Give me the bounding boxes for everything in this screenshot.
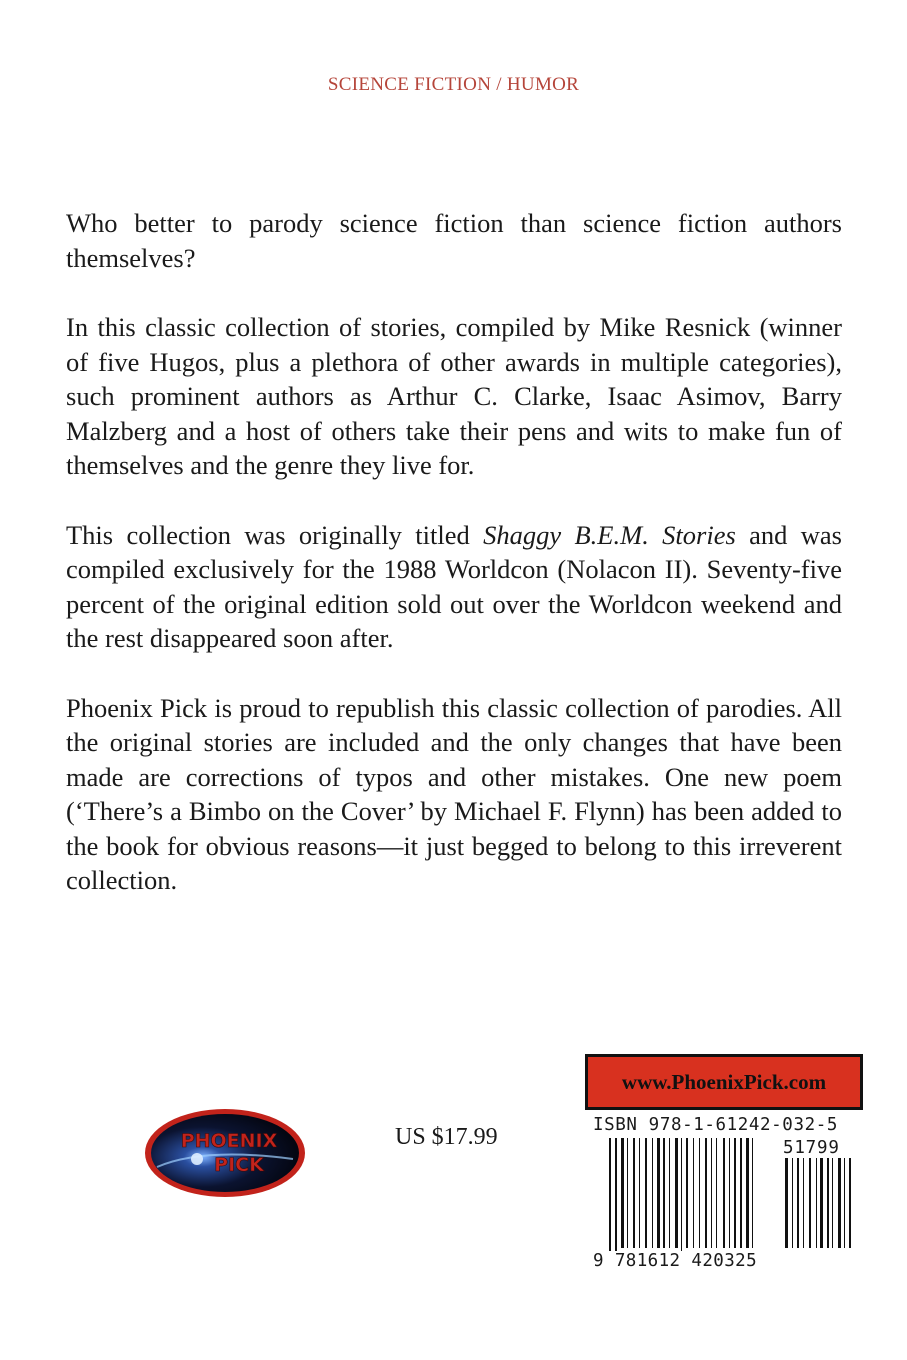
barcode-bar xyxy=(705,1138,707,1248)
barcode-bar xyxy=(838,1158,841,1248)
barcode-bar xyxy=(633,1138,635,1248)
barcode-bar xyxy=(652,1138,653,1248)
phoenix-pick-logo xyxy=(143,1107,307,1199)
barcode-bar xyxy=(645,1138,647,1248)
blurb-p3-intro: This collection was originally titled xyxy=(66,519,484,550)
publisher-url: www.PhoenixPick.com xyxy=(585,1054,863,1110)
barcode-bar xyxy=(627,1138,628,1248)
original-title: Shaggy B.E.M. Stories xyxy=(483,519,736,550)
barcode-bar xyxy=(621,1138,624,1248)
barcode-bar xyxy=(639,1138,640,1248)
blurb-paragraph-4: Phoenix Pick is proud to republish this classic collection of parodies. All the original stories are included and the only changes that have been made are corrections of typos and other mistakes. One new poem (‘There’s a Bimbo on the Cover’ by Michael F. Flynn) has been added to the book for obvious reasons—it just begged to belong to this irreverent collection. xyxy=(66,692,842,895)
barcode-bar xyxy=(832,1158,833,1248)
barcode-bar xyxy=(844,1158,845,1248)
price-code: 51799 xyxy=(783,1138,840,1158)
barcode-bar xyxy=(816,1158,817,1248)
barcode-bar xyxy=(693,1138,694,1248)
barcode-bar xyxy=(716,1138,717,1248)
barcode-bar xyxy=(699,1138,700,1248)
barcode-bar xyxy=(663,1138,665,1248)
barcode-digits: 9 781612 420325 xyxy=(593,1251,758,1271)
barcode-bar xyxy=(734,1138,736,1248)
retail-price: US $17.99 xyxy=(395,1124,498,1150)
barcode-bar xyxy=(746,1138,749,1248)
barcode-bar xyxy=(729,1138,730,1248)
barcode-block xyxy=(585,1054,863,1274)
blurb-p3-rest: and was compiled exclusively for the 1988 Worldcon (Nolacon II). Seventy-five percent of the original edition sold out over the Worldcon weekend and the rest disappeared soon after. xyxy=(66,519,842,653)
isbn-label: ISBN 978-1-61242-032-5 xyxy=(593,1115,838,1135)
barcode-bar xyxy=(849,1158,851,1248)
back-cover-blurb xyxy=(66,206,842,933)
blurb-paragraph-3 xyxy=(66,518,842,656)
barcode-bar xyxy=(803,1158,804,1248)
barcode-bar xyxy=(785,1158,788,1248)
barcode-bar xyxy=(686,1138,688,1248)
barcode-bar xyxy=(827,1158,829,1248)
barcode-bar xyxy=(820,1158,823,1248)
barcode-bar xyxy=(675,1138,678,1248)
barcode-bar xyxy=(615,1138,617,1256)
barcode-bar xyxy=(752,1138,753,1248)
barcode-bar xyxy=(723,1138,725,1248)
logo-line-1: PHOENIX xyxy=(180,1130,278,1152)
barcode-bar xyxy=(797,1158,799,1248)
barcode-bars xyxy=(585,1054,863,1274)
barcode-bar xyxy=(740,1138,742,1248)
blurb-paragraph-1: Who better to parody science fiction than science fiction authors themselves? xyxy=(66,208,842,273)
barcode-bar xyxy=(681,1138,682,1256)
barcode-bar xyxy=(657,1138,660,1248)
barcode-bar xyxy=(711,1138,712,1248)
logo-line-2: PICK xyxy=(214,1154,264,1176)
barcode-bar xyxy=(792,1158,793,1248)
blurb-paragraph-2: In this classic collection of stories, compiled by Mike Resnick (winner of five Hugos, plus a plethora of other awards in multiple categories), such prominent authors as Arthur C. Clarke, Isaac Asimov, Barry Malzberg and a host of others take their pens and wits to make fun of themselves and the genre they live for. xyxy=(66,312,842,480)
genre-label: SCIENCE FICTION / HUMOR xyxy=(327,74,580,95)
barcode-bar xyxy=(609,1138,611,1256)
barcode-bar xyxy=(809,1158,811,1248)
barcode-bar xyxy=(669,1138,670,1248)
